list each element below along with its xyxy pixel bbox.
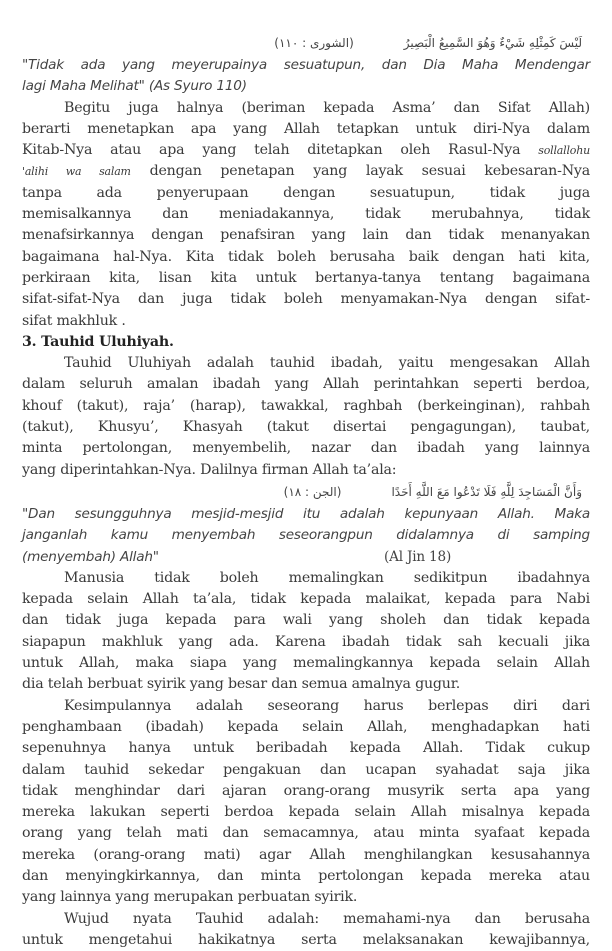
line-text: minta pertolongan, menyembelih, nazar dan ibadah yang lainnya <box>22 440 590 457</box>
line-text: dalam seluruh amalan ibadah yang Allah perintahkan seperti berdoa, <box>22 376 590 393</box>
honorific-text: 'alihi wa salam <box>22 165 131 179</box>
line-text: tidak menghindar dari ajaran orang-orang musyrik serta apa yang <box>22 782 590 799</box>
quote-line <box>22 76 590 97</box>
line-text: bagaimana hal-Nya. Kita tidak boleh berusaha baik dengan hati kita, <box>22 248 590 265</box>
arabic-verse-block <box>22 32 590 55</box>
line-text: Tauhid Uluhiyah adalah tauhid ibadah, yaitu mengesakan Allah <box>64 355 590 372</box>
paragraph-line <box>22 417 590 438</box>
line-text: yang lainnya yang merupakan perbuatan syirik. <box>22 889 358 906</box>
quote-text: janganlah kamu menyembah seseorangpun didalamnya di samping <box>22 527 590 544</box>
paragraph-line <box>22 374 590 395</box>
paragraph-line <box>22 225 590 246</box>
line-text: dengan penetapan yang layak sesuai kebesaran-Nya <box>149 163 591 180</box>
quote-text: lagi Maha Melihat" (As Syuro 110) <box>22 78 247 95</box>
paragraph-line <box>22 674 590 695</box>
line-text: (takut), Khusyu’, Khasyah (takut disertai pengagungan), taubat, <box>22 419 590 436</box>
line-text: Kitab-Nya atau apa yang telah ditetapkan oleh Rasul-Nya <box>22 142 521 159</box>
paragraph-line <box>22 161 590 182</box>
paragraph-line <box>22 460 590 481</box>
quote-text: "Tidak ada yang meyerupainya sesuatupun, dan Dia Maha Mendengar <box>22 57 590 73</box>
surah-reference: (الشورى : ١١٠) <box>274 36 354 50</box>
paragraph-line <box>22 909 590 930</box>
line-text: menafsirkannya dengan penafsiran yang lain dan tidak menanyakan <box>22 227 590 244</box>
line-text: dan tidak juga kepada para wali yang sholeh dan tidak kepada <box>22 612 590 629</box>
paragraph-line <box>22 717 590 738</box>
quote-text: "Dan sesungguhnya mesjid-mesjid itu adalah kepunyaan Allah. Maka <box>22 505 590 522</box>
line-text: sifat makhluk . <box>22 312 126 329</box>
line-text: untuk Allah, maka siapa yang memalingkannya kepada selain Allah <box>22 655 590 672</box>
quote-line <box>22 55 590 76</box>
line-text: siapapun makhluk yang ada. Karena ibadah tidak sah kecuali jika <box>22 633 590 650</box>
line-text: Kesimpulannya adalah seseorang harus berlepas diri dari <box>64 697 590 714</box>
line-text: sifat-sifat-Nya dan juga tidak boleh menyamakan-Nya dengan sifat- <box>22 291 590 308</box>
paragraph-line <box>22 98 590 119</box>
line-text: khouf (takut), raja’ (harap), tawakkal, raghbah (berkeinginan), rahbah <box>22 397 590 414</box>
arabic-verse: لَيْسَ كَمِثْلِهِ شَيْءٌ وَهُوَ السَّمِيعُ الْبَصِيرُ <box>403 36 582 50</box>
line-text: mereka (orang-orang mati) agar Allah menghilangkan kesusahannya <box>22 846 590 863</box>
arabic-verse: وَأَنَّ الْمَسَاجِدَ لِلَّهِ فَلَا تَدْعُوا مَعَ اللَّهِ أَحَدًا <box>391 484 582 499</box>
paragraph-line <box>22 140 590 161</box>
surah-reference: (الجن : ١٨) <box>283 484 342 499</box>
line-text: sepenuhnya hanya untuk beribadah kepada Allah. Tidak cukup <box>22 740 590 757</box>
paragraph-line <box>22 930 590 951</box>
quote-line <box>22 525 590 546</box>
paragraph-line <box>22 311 590 332</box>
paragraph-line <box>22 802 590 823</box>
line-text: Wujud nyata Tauhid adalah: memahami-nya dan berusaha <box>64 910 590 927</box>
line-text: Begitu juga halnya (beriman kepada Asma’ dan Sifat Allah) <box>64 99 590 116</box>
line-text: tanpa ada penyerupaan dengan sesuatupun, tidak juga <box>22 184 590 201</box>
paragraph-line <box>22 653 590 674</box>
paragraph-line <box>22 183 590 204</box>
quote-line <box>22 547 590 568</box>
line-text: perkiraan kita, lisan kita untuk bertanya-tanya tentang bagaimana <box>22 269 590 286</box>
paragraph-line <box>22 760 590 781</box>
line-text: penghambaan (ibadah) kepada selain Allah, menghadapkan hati <box>22 718 590 735</box>
paragraph-line <box>22 781 590 802</box>
quote-text: (menyembah) Allah" <box>22 548 159 565</box>
line-text: kepada selain Allah ta’ala, tidak kepada malaikat, kepada para Nabi <box>22 591 590 608</box>
paragraph-line <box>22 204 590 225</box>
paragraph-line <box>22 268 590 289</box>
arabic-verse-block <box>22 481 590 504</box>
paragraph-line <box>22 632 590 653</box>
paragraph-line <box>22 438 590 459</box>
paragraph-line <box>22 247 590 268</box>
paragraph-line <box>22 738 590 759</box>
paragraph-line <box>22 353 590 374</box>
quote-reference: (Al Jin 18) <box>384 548 452 565</box>
paragraph-line <box>22 568 590 589</box>
paragraph-line <box>22 823 590 844</box>
paragraph-line <box>22 289 590 310</box>
line-text: yang diperintahkan-Nya. Dalilnya firman Allah ta’ala: <box>22 461 397 478</box>
line-text: dalam tauhid sekedar pengakuan dan ucapan syahadat saja jika <box>22 761 590 778</box>
line-text: memisalkannya dan meniadakannya, tidak merubahnya, tidak <box>22 206 590 223</box>
honorific-text: sollallohu <box>538 144 590 158</box>
line-text: orang yang telah mati dan semacamnya, atau minta syafaat kepada <box>22 825 590 842</box>
line-text: mereka lakukan seperti berdoa kepada selain Allah misalnya kepada <box>22 804 590 821</box>
line-text: untuk mengetahui hakikatnya serta melaksanakan kewajibannya, <box>22 931 590 948</box>
document-page <box>22 32 590 951</box>
line-text: Manusia tidak boleh memalingkan sedikitpun ibadahnya <box>64 569 590 586</box>
paragraph-line <box>22 119 590 140</box>
paragraph-line <box>22 696 590 717</box>
line-text: dan menyingkirkannya, dan minta pertolongan kepada mereka atau <box>22 867 590 884</box>
paragraph-line <box>22 845 590 866</box>
paragraph-line <box>22 610 590 631</box>
quote-line <box>22 504 590 525</box>
paragraph-line <box>22 887 590 908</box>
line-text: berarti menetapkan apa yang Allah tetapkan untuk diri-Nya dalam <box>22 120 590 137</box>
line-text: dia telah berbuat syirik yang besar dan semua amalnya gugur. <box>22 676 461 693</box>
paragraph-line <box>22 396 590 417</box>
section-heading: 3. Tauhid Uluhiyah. <box>22 333 174 350</box>
paragraph-line <box>22 589 590 610</box>
paragraph-line <box>22 866 590 887</box>
